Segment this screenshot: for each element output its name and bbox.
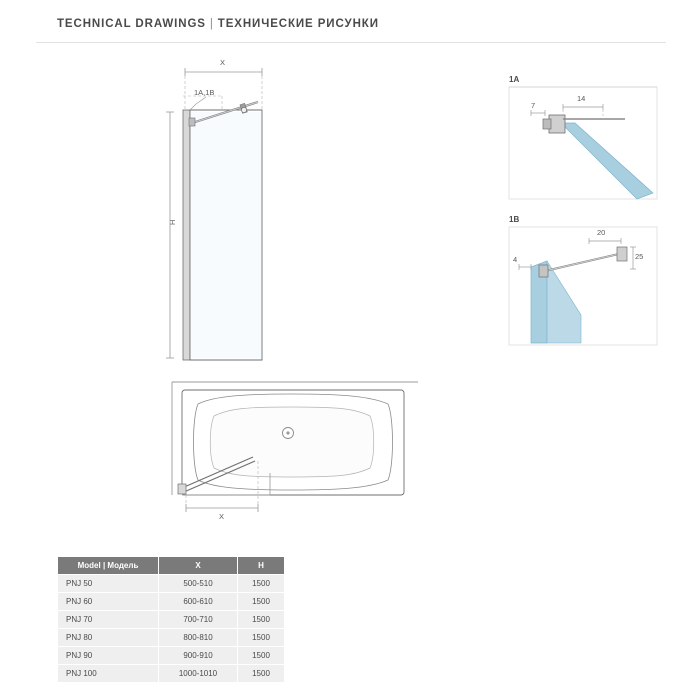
table-row xyxy=(58,575,285,593)
cell-model: PNJ 100 xyxy=(58,665,159,683)
table-row xyxy=(58,665,285,683)
cell-h: 1500 xyxy=(238,665,285,683)
page-title-en: TECHNICAL DRAWINGS xyxy=(57,18,206,30)
table-header-x: X xyxy=(159,557,238,575)
detail-1a xyxy=(505,75,665,205)
cell-x: 700-710 xyxy=(159,611,238,629)
detail-1b xyxy=(505,215,665,355)
detail-1b-dim-right: 25 xyxy=(635,252,644,261)
front-view-h-label: H xyxy=(168,219,177,225)
cell-h: 1500 xyxy=(238,575,285,593)
cell-h: 1500 xyxy=(238,647,285,665)
cell-x: 500-510 xyxy=(159,575,238,593)
specification-table xyxy=(57,556,285,683)
table-header-h: H xyxy=(238,557,285,575)
table-row xyxy=(58,611,285,629)
cell-h: 1500 xyxy=(238,611,285,629)
page-title-separator: | xyxy=(209,18,214,30)
front-view-drawing xyxy=(0,0,430,380)
cell-x: 800-810 xyxy=(159,629,238,647)
detail-1b-dim-top: 20 xyxy=(597,228,606,237)
cell-model: PNJ 80 xyxy=(58,629,159,647)
table-header-model: Model | Модель xyxy=(58,557,159,575)
detail-1b-dim-left: 4 xyxy=(513,255,518,264)
top-view-drawing xyxy=(0,360,440,540)
detail-1a-label: 1A xyxy=(509,75,520,84)
cell-h: 1500 xyxy=(238,629,285,647)
table-row xyxy=(58,593,285,611)
cell-model: PNJ 90 xyxy=(58,647,159,665)
cell-model: PNJ 50 xyxy=(58,575,159,593)
table-row xyxy=(58,647,285,665)
top-view-x-label: X xyxy=(219,512,225,521)
detail-1a-dim-top: 14 xyxy=(577,94,586,103)
detail-1b-svg xyxy=(505,215,665,355)
cell-x: 900-910 xyxy=(159,647,238,665)
cell-model: PNJ 70 xyxy=(58,611,159,629)
table-row xyxy=(58,629,285,647)
cell-x: 600-610 xyxy=(159,593,238,611)
cell-h: 1500 xyxy=(238,593,285,611)
page-title-ru: ТЕХНИЧЕСКИЕ РИСУНКИ xyxy=(217,18,379,30)
front-view-x-label: X xyxy=(220,58,226,67)
table-header-row xyxy=(58,557,285,575)
detail-1b-label: 1B xyxy=(509,215,520,224)
cell-model: PNJ 60 xyxy=(58,593,159,611)
front-view-callout-label: 1A,1B xyxy=(194,88,215,97)
front-view-svg xyxy=(0,0,430,380)
detail-1a-dim-left: 7 xyxy=(531,101,536,110)
cell-x: 1000-1010 xyxy=(159,665,238,683)
